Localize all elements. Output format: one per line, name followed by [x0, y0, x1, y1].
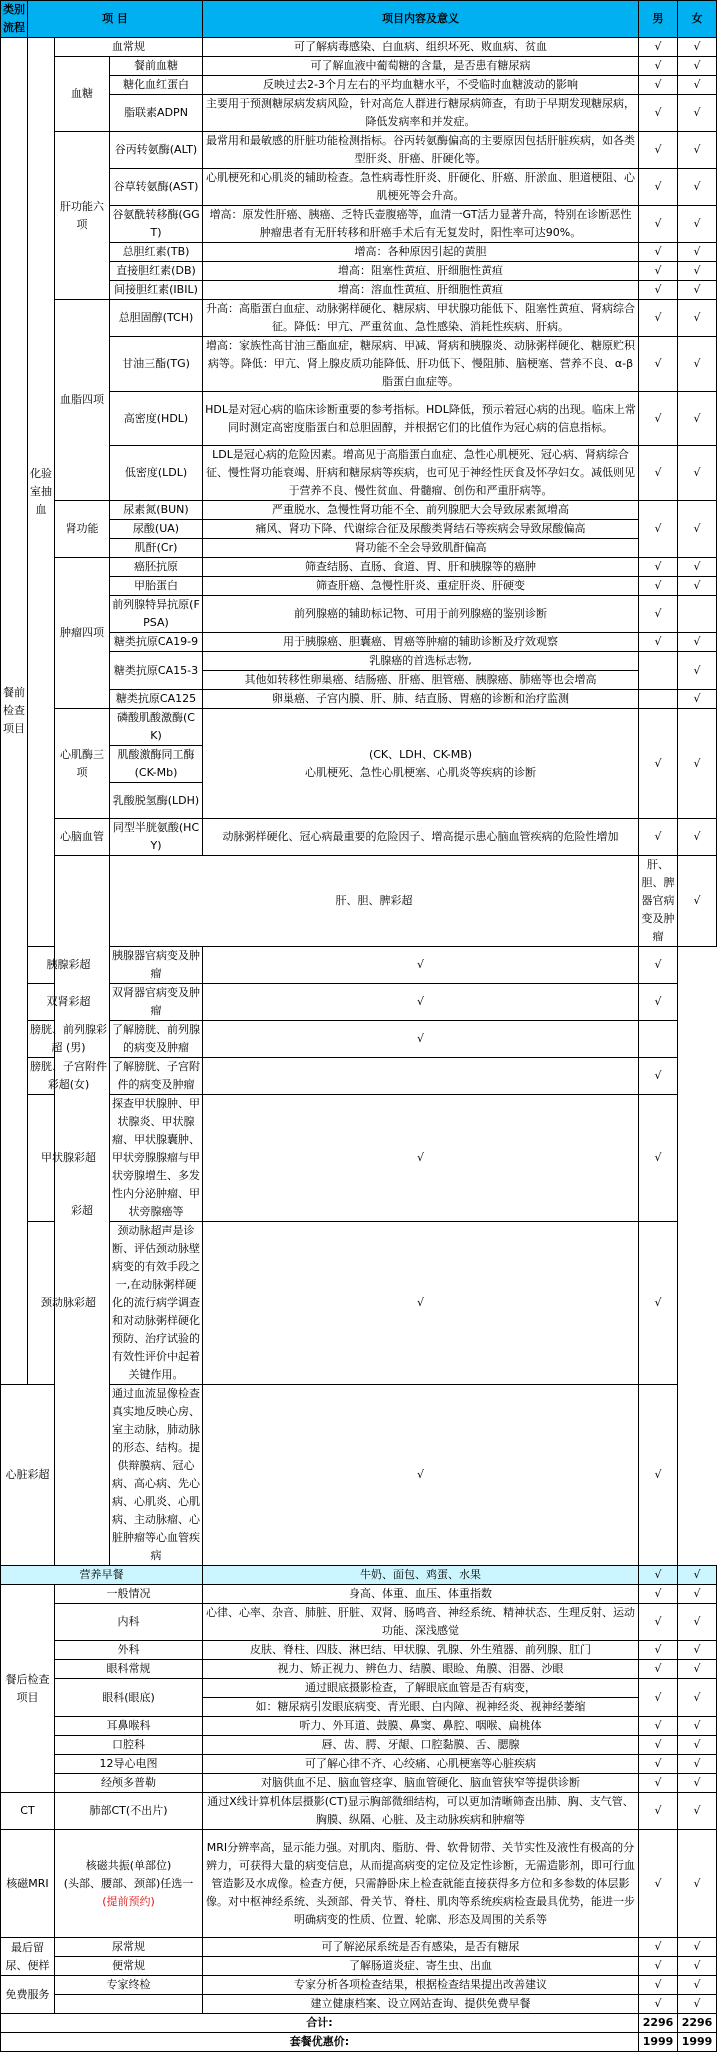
male-check: √: [639, 819, 678, 856]
header-content: 项目内容及意义: [203, 1, 639, 38]
item-name: 胰腺彩超: [28, 947, 110, 984]
item-name: 口腔科: [55, 1736, 203, 1755]
male-check: √: [639, 1736, 678, 1755]
male-check: √: [639, 1585, 678, 1604]
item-desc: 心律、心率、杂音、肺脏、肝脏、双肾、肠鸣音、神经系统、精神状态、生理反射、运动功能、深浅感觉: [203, 1604, 639, 1641]
male-check: √: [203, 1222, 639, 1385]
cardiac-enzyme-desc: [203, 709, 639, 819]
item-desc: 前列腺癌的辅助标记物、可用于前列腺癌的鉴别诊断: [203, 596, 639, 633]
male-check: [203, 1058, 639, 1095]
male-check: √: [639, 392, 678, 446]
item-desc: 肾功能不全会导致肌酐偏高: [203, 539, 639, 558]
female-check: √: [678, 446, 717, 501]
male-check: √: [639, 1566, 678, 1585]
group-tumor: 肿瘤四项: [55, 558, 110, 709]
item-desc: 对脑供血不足、脑血管痉挛、脑血管硬化、脑血管狭窄等提供诊断: [203, 1774, 639, 1793]
item-desc: 如：糖尿病引发眼底病变、青光眼、白内障、视神经炎、视神经萎缩: [203, 1698, 639, 1717]
item-desc: HDL是对冠心病的临床诊断重要的参考指标。HDL降低，预示着冠心病的出现。临床上常同时测定高密度脂蛋白和总胆固醇，并根据它们的比值作为冠心病的信息指标。: [203, 392, 639, 446]
item-name: 糖类抗原CA15-3: [110, 652, 203, 690]
group-cardiac-enzyme: 心肌酶三项: [55, 709, 110, 819]
item-desc: 了解膀胱、前列腺的病变及肿瘤: [110, 1021, 203, 1058]
header-item: 项 目: [28, 1, 203, 38]
item-desc: 增高：原发性肝癌、胰癌、乏特氏壶腹癌等，血清一GT活力显著升高，特别在诊断恶性肿瘤患者有无肝转移和肝癌手术后有无复发时，阳性率可达90%。: [203, 206, 639, 243]
item-name: 肌酸激酶同工酶(CK-Mb): [110, 746, 203, 783]
male-check: √: [639, 243, 678, 262]
item-name: 心脏彩超: [1, 1385, 55, 1566]
item-name: 专家终检: [55, 1976, 203, 1995]
female-check: √: [678, 577, 717, 596]
item-name: 糖化血红蛋白: [110, 76, 203, 95]
male-check: √: [639, 1717, 678, 1736]
group-blood-sugar: 血糖: [55, 57, 110, 132]
male-check: √: [639, 169, 678, 206]
item-desc: 增高：各种原因引起的黄胆: [203, 243, 639, 262]
item-name: 内科: [55, 1604, 203, 1641]
item-desc: 胰腺器官病变及肿瘤: [110, 947, 203, 984]
item-name: 肝、胆、脾彩超: [110, 856, 639, 947]
item-desc: 了解肠道炎症、寄生虫、出血: [203, 1957, 639, 1976]
female-check: √: [678, 1679, 717, 1717]
group-post-meal: 餐后检查项目: [1, 1585, 55, 1793]
item-desc: 动脉粥样硬化、冠心病最重要的危险因子、增高提示患心脑血管疾病的危险性增加: [203, 819, 639, 856]
male-check: √: [639, 596, 678, 633]
item-name: 乳酸脱氢酶(LDH): [110, 783, 203, 819]
item-desc: 双肾器官病变及肿瘤: [110, 984, 203, 1021]
male-check: √: [639, 57, 678, 76]
female-check: √: [639, 947, 678, 984]
female-check: √: [639, 1095, 678, 1222]
male-check: √: [639, 558, 678, 577]
item-name: 膀胱、前列腺彩超 (男): [28, 1021, 110, 1058]
male-check: √: [639, 1938, 678, 1957]
group-urine-stool: 最后留尿、便样: [1, 1938, 55, 1976]
item-desc: 通过血流显像检查真实地反映心房、室主动脉，肺动脉的形态、结构。提供辩膜病、冠心病、高心病、先心病、心肌炎、心肌病、主动脉瘤、心脏肿瘤等心血管疾病: [110, 1385, 203, 1566]
item-name: 尿酸(UA): [110, 520, 203, 539]
item-name: 12导心电图: [55, 1755, 203, 1774]
male-check: √: [639, 1679, 678, 1717]
male-check: √: [639, 446, 678, 501]
male-check: √: [639, 132, 678, 169]
female-check: √: [678, 1755, 717, 1774]
item-desc: 皮肤、脊柱、四肢、淋巴结、甲状腺、乳腺、外生殖器、前列腺、肛门: [203, 1641, 639, 1660]
item-desc: 增高：阻塞性黄疸、肝细胞性黄疸: [203, 262, 639, 281]
item-desc: MRI分辨率高，显示能力强。对肌肉、脂肪、骨、软骨韧带、关节实性及液性有极高的分辨力，可获得大量的病变信息，从而提高病变的定位及定性诊断，无需造影剂，即可行血管造影及水成像。检查方便，只需静卧床上检查就能直接获得多方位和多参数的体层影像。对中枢神经系统、头颈部、骨关节、脊柱、肌肉等系统疾病检查最具优势，能进一步明确病变的性质、位置、轮廓、形态及周围的关系等: [203, 1830, 639, 1938]
item-name: 低密度(LDL): [110, 446, 203, 501]
header-male: 男: [639, 1, 678, 38]
female-check: √: [678, 1641, 717, 1660]
female-check: √: [639, 1222, 678, 1385]
mri-item: [55, 1830, 203, 1938]
item-desc: 卵巢癌、子宫内膜、肝、肺、结直肠、胃癌的诊断和治疗监测: [203, 690, 639, 709]
male-check: √: [639, 1604, 678, 1641]
item-name: 糖类抗原CA125: [110, 690, 203, 709]
item-desc: 增高：溶血性黄疸、肝细胞性黄疸: [203, 281, 639, 300]
female-check: √: [678, 1604, 717, 1641]
group-liver: 肝功能六项: [55, 132, 110, 300]
item-name: 一般情况: [55, 1585, 203, 1604]
male-check: √: [203, 984, 639, 1021]
total-male: 2296: [639, 2014, 678, 2033]
item-desc: 痛风、肾功下降、代谢综合征及尿酸类肾结石等疾病会导致尿酸偏高: [203, 520, 639, 539]
male-check: √: [639, 1755, 678, 1774]
item-desc: 可了解病毒感染、白血病、组织坏死、败血病、贫血: [203, 38, 639, 57]
total-label: 合计:: [1, 2014, 639, 2033]
male-check: √: [639, 1793, 678, 1830]
group-ultrasound: 彩超: [55, 856, 110, 1566]
item-desc: 其他如转移性卵巢癌、结肠癌、肝癌、胆管癌、胰腺癌、肺癌等也会增高: [203, 671, 639, 690]
item-name: 双肾彩超: [28, 984, 110, 1021]
male-check: √: [203, 1095, 639, 1222]
female-check: √: [678, 76, 717, 95]
female-check: √: [678, 558, 717, 577]
item-name: 谷丙转氨酶(ALT): [110, 132, 203, 169]
item-name: 磷酸肌酸激酶(CK): [110, 709, 203, 746]
item-name: 总胆固醇(TCH): [110, 300, 203, 337]
female-check: √: [678, 819, 717, 856]
female-check: [678, 596, 717, 633]
female-check: √: [678, 1976, 717, 1995]
female-check: √: [678, 501, 717, 558]
female-check: √: [639, 984, 678, 1021]
item-name: 脂联素ADPN: [110, 95, 203, 132]
female-check: √: [678, 652, 717, 690]
item-name: 便常规: [55, 1957, 203, 1976]
male-check: √: [639, 1830, 678, 1938]
item-desc: 建立健康档案、设立网站查询、提供免费早餐: [203, 1995, 639, 2014]
male-check: √: [639, 206, 678, 243]
female-check: √: [678, 1995, 717, 2014]
item-name: 谷氨酰转移酶(GGT): [110, 206, 203, 243]
item-name: 甲状腺彩超: [28, 1095, 110, 1222]
female-check: √: [678, 633, 717, 652]
nutrition-desc: 牛奶、面包、鸡蛋、水果: [203, 1566, 639, 1585]
female-check: √: [678, 300, 717, 337]
item-name: 眼科(眼底): [55, 1679, 203, 1717]
male-check: √: [639, 337, 678, 392]
item-desc: 最常用和最敏感的肝脏功能检测指标。谷丙转氨酶偏高的主要原因包括肝脏疾病，如各类型肝炎、肝癌、肝硬化等。: [203, 132, 639, 169]
item-desc: 可了解泌尿系统是否有感染，是否有糖尿: [203, 1938, 639, 1957]
female-check: √: [678, 709, 717, 819]
nutrition-item: 营养早餐: [1, 1566, 203, 1585]
female-check: √: [678, 690, 717, 709]
item-desc: 颈动脉超声是诊断、评估颈动脉壁病变的有效手段之一,在动脉粥样硬化的流行病学调查和对动脉粥样硬化预防、治疗试验的有效性评价中起着关键作用。: [110, 1222, 203, 1385]
female-check: √: [678, 1830, 717, 1938]
male-check: √: [639, 262, 678, 281]
item-name: 尿常规: [55, 1938, 203, 1957]
item-desc: 增高：家族性高甘油三酯血症，糖尿病、甲减、肾病和胰腺炎、动脉粥样硬化、糖原贮积病等。降低：甲亢、肾上腺皮质功能降低、肝功低下、慢阻肺、脑梗塞、营养不良、α-β脂蛋白血症等。: [203, 337, 639, 392]
female-check: √: [678, 1736, 717, 1755]
item-desc: 筛查结肠、直肠、食道、胃、肝和胰腺等的癌肿: [203, 558, 639, 577]
female-check: √: [678, 1566, 717, 1585]
female-check: √: [678, 1717, 717, 1736]
item-name: 直接胆红素(DB): [110, 262, 203, 281]
male-check: √: [203, 947, 639, 984]
item-desc: 可了解血液中葡萄糖的含量，是否患有糖尿病: [203, 57, 639, 76]
male-check: √: [639, 95, 678, 132]
item-name: 甲胎蛋白: [110, 577, 203, 596]
item-name-empty: [55, 1995, 203, 2014]
male-check: [639, 690, 678, 709]
female-check: √: [678, 1957, 717, 1976]
female-check: [639, 1021, 678, 1058]
item-name: 癌胚抗原: [110, 558, 203, 577]
female-check: √: [639, 1385, 678, 1566]
item-name: 眼科常规: [55, 1660, 203, 1679]
male-check: √: [639, 1660, 678, 1679]
male-check: √: [639, 1976, 678, 1995]
female-check: √: [678, 1793, 717, 1830]
female-check: √: [678, 1774, 717, 1793]
item-desc: 通过X线计算机体层摄影(CT)显示胸部微细结构，可以更加清晰筛查出肺、胸、支气管、胸膜、纵隔、心脏、及主动脉疾病和肿瘤等: [203, 1793, 639, 1830]
item-name: 肺部CT(不出片): [55, 1793, 203, 1830]
item-name: (头部、腰部、颈部)任选一: [63, 1876, 194, 1890]
item-desc: 唇、齿、腭、牙龈、口腔黏膜、舌、腮腺: [203, 1736, 639, 1755]
item-name: 餐前血糖: [110, 57, 203, 76]
female-check: √: [678, 281, 717, 300]
item-name: 间接胆红素(IBIL): [110, 281, 203, 300]
item-desc: 升高：高脂蛋白血症、动脉粥样硬化、糖尿病、甲状腺功能低下、阻塞性黄疸、肾病综合征。降低：甲亢、严重贫血、急性感染、消耗性疾病、肝病。: [203, 300, 639, 337]
group-lipid: 血脂四项: [55, 300, 110, 501]
item-name: 颈动脉彩超: [28, 1222, 110, 1385]
item-desc: 通过眼底摄影检查，了解眼底血管是否有病变，: [203, 1679, 639, 1698]
male-check: √: [639, 1995, 678, 2014]
male-check: √: [678, 856, 717, 947]
male-check: √: [639, 633, 678, 652]
group-cerebro: 心脑血管: [55, 819, 110, 856]
item-name: 外科: [55, 1641, 203, 1660]
item-desc: 探查甲状腺肿、甲状腺炎、甲状腺瘤、甲状腺囊肿、甲状旁腺腺瘤与甲状旁腺增生、多发性内分泌肿瘤、甲状旁腺癌等: [110, 1095, 203, 1222]
item-desc: 身高、体重、血压、体重指数: [203, 1585, 639, 1604]
item-name: 血常规: [55, 38, 203, 57]
item-name: 经颅多普勒: [55, 1774, 203, 1793]
female-check: √: [678, 262, 717, 281]
group-free: 免费服务: [1, 1976, 55, 2014]
item-name: 糖类抗原CA19-9: [110, 633, 203, 652]
item-desc: 专家分析各项检查结果，根据检查结果提出改善建议: [203, 1976, 639, 1995]
item-desc: 乳腺癌的首选标志物,: [203, 652, 639, 671]
item-desc: 严重脱水、急慢性肾功能不全、前列腺肥大会导致尿素氮增高: [203, 501, 639, 520]
item-desc: 视力、矫正视力、辨色力、结膜、眼睑、角膜、泪器、沙眼: [203, 1660, 639, 1679]
female-check: √: [678, 1938, 717, 1957]
group-kidney: 肾功能: [55, 501, 110, 558]
male-check: √: [639, 76, 678, 95]
female-check: √: [678, 57, 717, 76]
item-desc: (CK、LDH、CK-MB): [368, 747, 473, 761]
male-check: √: [203, 1385, 639, 1566]
female-check: √: [678, 206, 717, 243]
header-category: 类别流程: [1, 1, 28, 38]
male-check: √: [639, 281, 678, 300]
female-check: √: [639, 1058, 678, 1095]
female-check: √: [678, 169, 717, 206]
male-check: √: [639, 501, 678, 558]
female-check: √: [678, 95, 717, 132]
male-check: √: [639, 577, 678, 596]
female-check: √: [678, 1585, 717, 1604]
item-desc: 反映过去2-3个月左右的平均血糖水平，不受临时血糖波动的影响: [203, 76, 639, 95]
female-check: √: [678, 132, 717, 169]
item-name: 膀胱、子宫附件彩超(女): [28, 1058, 110, 1095]
discount-label: 套餐优惠价:: [1, 2033, 639, 2052]
item-desc: 筛查肝癌、急慢性肝炎、重症肝炎、肝硬变: [203, 577, 639, 596]
male-check: √: [639, 300, 678, 337]
item-desc: 肝、胆、脾器官病变及肿瘤: [639, 856, 678, 947]
item-desc: 用于胰腺癌、胆囊癌、胃癌等肿瘤的辅助诊断及疗效观察: [203, 633, 639, 652]
item-desc: 听力、外耳道、鼓膜、鼻窦、鼻腔、咽喉、扁桃体: [203, 1717, 639, 1736]
item-desc: 可了解心律不齐、心绞痛、心肌梗塞等心脏疾病: [203, 1755, 639, 1774]
total-female: 2296: [678, 2014, 717, 2033]
discount-male: 1999: [639, 2033, 678, 2052]
male-check: √: [639, 709, 678, 819]
item-name: 前列腺特异抗原(FPSA): [110, 596, 203, 633]
item-name: 总胆红素(TB): [110, 243, 203, 262]
male-check: √: [639, 1641, 678, 1660]
male-check: √: [639, 1774, 678, 1793]
female-check: √: [678, 392, 717, 446]
item-name: 耳鼻喉科: [55, 1717, 203, 1736]
discount-female: 1999: [678, 2033, 717, 2052]
reservation-note: (提前预约): [102, 1894, 155, 1908]
male-check: [639, 652, 678, 690]
item-desc: 了解膀胱、子宫附件的病变及肿瘤: [110, 1058, 203, 1095]
item-desc: LDL是冠心病的危险因素。增高见于高脂蛋白血症、急性心肌梗死、冠心病、肾病综合征、慢性肾功能衰竭、肝病和糖尿病等疾病，也可见于神经性厌食及怀孕妇女。减低则见于营养不良、慢性贫血、骨髓瘤、创伤和严重肝病等。: [203, 446, 639, 501]
male-check: √: [639, 1957, 678, 1976]
female-check: √: [678, 243, 717, 262]
item-name: 尿素氮(BUN): [110, 501, 203, 520]
header-female: 女: [678, 1, 717, 38]
group-ct: CT: [1, 1793, 55, 1830]
female-check: √: [678, 1660, 717, 1679]
group-lab: 化验室抽血: [28, 38, 55, 947]
item-name: 高密度(HDL): [110, 392, 203, 446]
item-name: 甘油三酯(TG): [110, 337, 203, 392]
male-check: √: [203, 1021, 639, 1058]
group-mri: 核磁MRI: [1, 1830, 55, 1938]
item-name: 同型半胱氨酸(HCY): [110, 819, 203, 856]
item-desc: 心肌梗死和心肌炎的辅助检查。急性病毒性肝炎、肝硬化、肝癌、肝淤血、胆道梗阻、心肌梗死等会升高。: [203, 169, 639, 206]
female-check: √: [678, 38, 717, 57]
item-name: 谷草转氨酶(AST): [110, 169, 203, 206]
female-check: √: [678, 337, 717, 392]
item-desc: 主要用于预测糖尿病发病风险，针对高危人群进行糖尿病筛查，有助于早期发现糖尿病，降低发病率和并发症。: [203, 95, 639, 132]
item-desc: 心肌梗死、急性心肌梗塞、心肌炎等疾病的诊断: [305, 765, 536, 779]
group-pre-meal: 餐前检查项目: [1, 38, 28, 1385]
item-name: 肌酐(Cr): [110, 539, 203, 558]
male-check: √: [639, 38, 678, 57]
item-name: 核磁共振(单部位): [85, 1858, 172, 1872]
